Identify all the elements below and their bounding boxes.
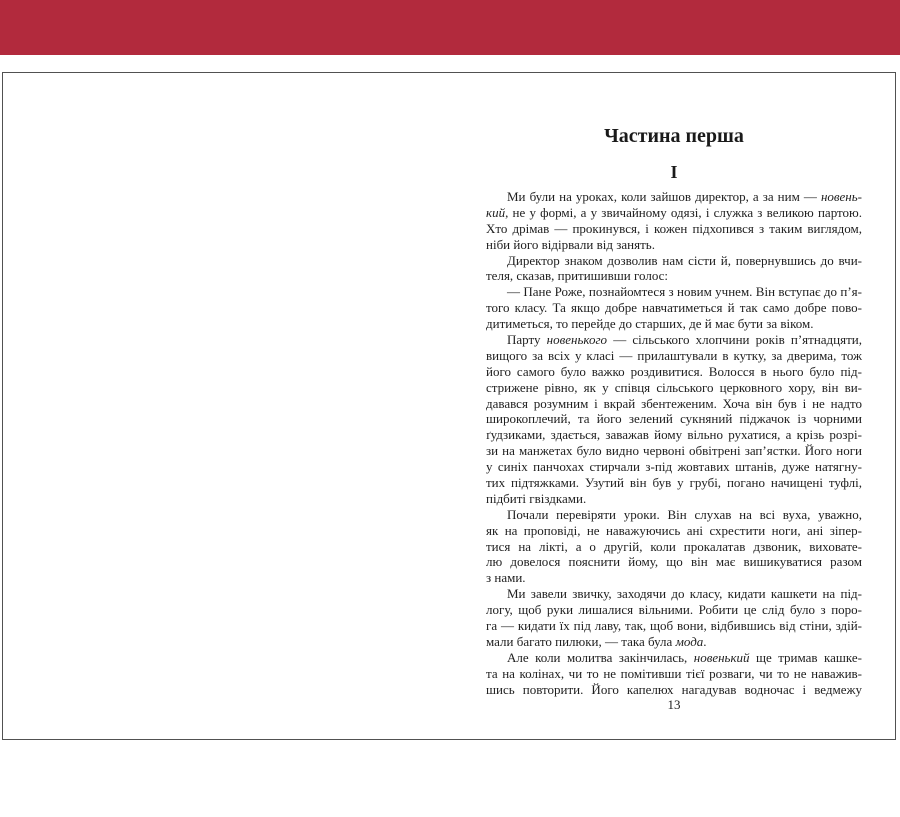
text-line: Почали перевіряти уроки. Він слухав на всі вуха, уважно, — [507, 506, 862, 522]
part-title: Частина перша — [604, 125, 744, 147]
text-line: зи на манжетах було видно червоні обвітрені зап’ястки. Його ноги — [486, 443, 862, 459]
text-line: та на колінах, чи то не помітивши тієї розваги, чи то не наважив- — [486, 665, 862, 681]
text-line: підбиті гвіздками. — [486, 490, 587, 506]
text-line: логу, щоб руки лишалися вільними. Робити це слід було з поро- — [486, 602, 862, 618]
text-line: тих підтяжками. Узутий він був у грубі, погано начищені туфлі, — [486, 475, 862, 491]
text-line: у синіх панчохах стирчали з-під жовтавих штанів, дуже натягну- — [486, 459, 862, 475]
text-line: його самого було важко роздивитися. Волосся в нього було під- — [486, 363, 862, 379]
text-line: Ми завели звичку, заходячи до класу, кидати кашкети на під- — [507, 586, 862, 602]
page-number: 13 — [667, 697, 681, 712]
text-line: Хто дрімав — прокинувся, і кожен підхопився з таким виглядом, — [486, 220, 862, 236]
paragraphs — [486, 189, 862, 698]
text-line: кий, не у формі, а у звичайному одязі, і служка з великою партою. — [486, 204, 862, 220]
text-line: лю довелося пояснити йому, що він має вишикуватися разом — [486, 554, 862, 570]
text-line: Парту новенького — сільського хлопчини років п’ятнадцяти, — [507, 332, 862, 348]
text-line: мали багато пилюки, — така була мода. — [486, 633, 707, 649]
text-line: тися на лікті, а о другій, коли прокалатав дзвоник, виховате- — [486, 538, 862, 554]
text-line: ніби його відірвали від занять. — [486, 236, 655, 252]
text-column — [486, 0, 862, 817]
text-line: ґудзиками, здається, заважав йому вільно рухатися, а крізь розрі- — [486, 427, 862, 443]
text-line: стрижене рівно, як у співця сільського церковного хору, він ви- — [486, 379, 862, 395]
text-line: Але коли молитва закінчилась, новенький ще тримав кашке- — [507, 649, 862, 665]
text-line: того класу. Та якщо добре навчатиметься й так само добре пово- — [486, 300, 862, 316]
text-line: теля, сказав, притишивши голос: — [486, 268, 669, 284]
text-line: широкоплечий, та його зелений сукняний піджачок із чорними — [486, 411, 862, 427]
text-line: як на проповіді, не наважуючись ані схрестити ноги, ані зіпер- — [486, 522, 862, 538]
chapter-numeral: I — [670, 162, 678, 182]
text-line: га — кидати їх під лаву, так, щоб вони, відбившись від стіни, здій- — [486, 618, 862, 634]
text-line: з нами. — [486, 570, 526, 586]
text-line: шись повторити. Його капелюх нагадував водночас і ведмежу — [486, 681, 862, 697]
text-line: вищого за всіх у класі — прилаштували в кутку, за дверима, тож — [486, 347, 862, 363]
text-line: дитиметься, то перейде до старших, де й має бути за віком. — [486, 316, 814, 332]
text-line: Директор знаком дозволив нам сісти й, повернувшись до вчи- — [507, 252, 862, 268]
text-line: — Пане Роже, познайомтеся з новим учнем. Він вступає до п’я- — [507, 284, 862, 300]
text-line: давався розумним і вкрай збентеженим. Хоча він був і не надто — [486, 395, 862, 411]
text-line: Ми були на уроках, коли зайшов директор, а за ним — новень- — [507, 189, 862, 204]
